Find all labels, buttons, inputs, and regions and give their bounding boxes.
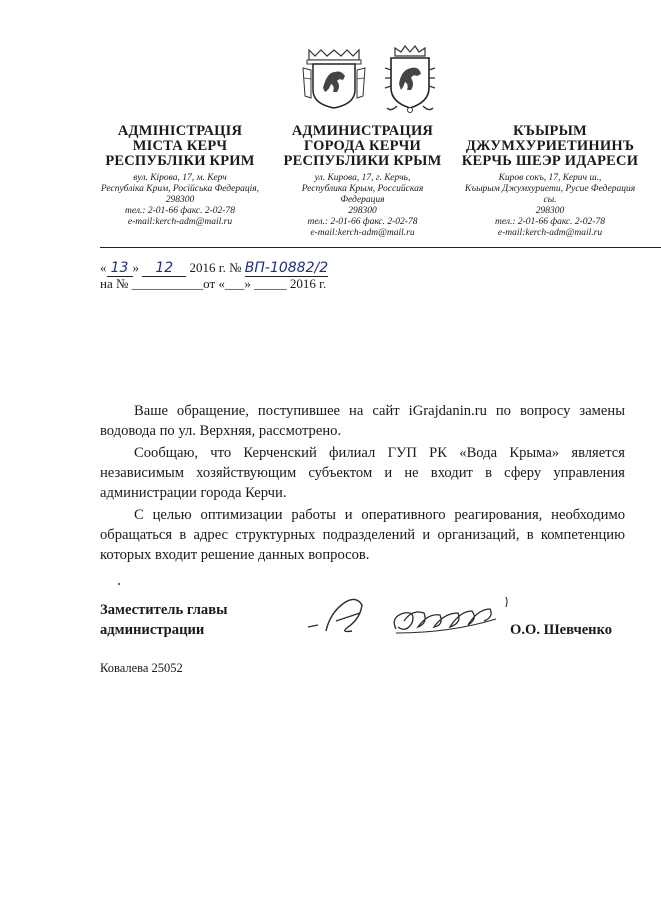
address-line: вул. Кірова, 17, м. Керч: [133, 173, 227, 183]
header-title-line: ДЖУМХУРИЕТИНИНЪ: [465, 138, 635, 154]
incoming-reference: на № ___________от «___» _____ 2016 г.: [100, 276, 327, 291]
header-title-line: КЪЫРЫМ: [513, 123, 587, 139]
postcode: 298300: [348, 206, 377, 216]
phone-fax: тел.: 2-01-66 факс. 2-02-78: [125, 206, 235, 216]
year-and-number-label: 2016 г. №: [189, 260, 242, 275]
body-paragraph: Ваше обращение, поступившее на сайт iGrajdanin.ru по вопросу замены водовода по ул. Верхняя, рассмотрено.: [100, 403, 625, 439]
executor-note: Ковалева 25052: [100, 661, 183, 675]
body-paragraph: Сообщаю, что Керченский филиал ГУП РК «Вода Крыма» является независимым хозяйствующим субъектом и не входит в сферу управления администрации города Керчи.: [100, 445, 625, 501]
postcode: 298300: [165, 195, 195, 205]
phone-fax: тел.: 2-01-66 факс. 2-02-78: [307, 217, 418, 227]
kerch-coat-of-arms-emblem: [381, 44, 439, 114]
header-title-line: РЕСПУБЛІКИ КРИМ: [105, 153, 255, 169]
signer-name: О.О. Шевченко: [510, 622, 613, 638]
signer-position: [100, 600, 228, 640]
address-line: Республика Крым, Российская Федерация: [301, 184, 424, 205]
postcode: 298300: [535, 206, 565, 216]
stray-dot: [118, 583, 120, 585]
address-line: ул. Кирова, 17, г. Керчь,: [314, 173, 411, 183]
email: e-mail:kerch-adm@mail.ru: [310, 228, 415, 238]
address-line: сы.: [543, 195, 557, 205]
address-line: Республіка Крим, Російська Федерація,: [100, 184, 260, 194]
header-block-crimean-tatar: [455, 124, 645, 239]
header-title-line: КЕРЧЬ ШЕЭР ИДАРЕСИ: [461, 153, 639, 169]
handwritten-document-number: ВП-10882/2: [244, 260, 329, 276]
position-line: администрации: [100, 622, 205, 638]
header-title-line: МІСТА КЕРЧ: [132, 138, 228, 154]
handwritten-month: 12: [142, 260, 186, 277]
header-title-line: АДМИНИСТРАЦИЯ: [291, 123, 434, 139]
position-line: Заместитель главы: [100, 602, 228, 618]
outgoing-reference: [100, 260, 328, 277]
email: e-mail:kerch-adm@mail.ru: [497, 228, 603, 238]
header-divider: [100, 247, 661, 248]
email: e-mail:kerch-adm@mail.ru: [127, 217, 233, 227]
open-quote: «: [100, 260, 107, 275]
phone-fax: тел.: 2-01-66 факс. 2-02-78: [495, 217, 605, 227]
header-title-line: РЕСПУБЛИКИ КРЫМ: [283, 153, 442, 169]
letter-body: [100, 401, 625, 565]
close-quote: »: [132, 260, 139, 275]
header-title-line: ГОРОДА КЕРЧИ: [304, 138, 421, 154]
handwritten-day: 13: [107, 260, 133, 277]
body-paragraph: С целью оптимизации работы и оперативного реагирования, необходимо обращаться в адрес структурных подразделений и организаций, в компетенцию которых входит решение данных вопросов.: [100, 507, 625, 563]
crimea-coat-of-arms-emblem: [301, 48, 367, 110]
header-block-russian: [280, 124, 445, 239]
address-line: Къырым Джумхуриети, Русие Федерация: [464, 184, 636, 194]
header-block-ukrainian: [100, 124, 260, 228]
address-line: Киров сокъ, 17, Керич ш.,: [498, 173, 602, 183]
header-title-line: АДМІНІСТРАЦІЯ: [117, 123, 243, 139]
handwritten-signature: [300, 583, 520, 653]
